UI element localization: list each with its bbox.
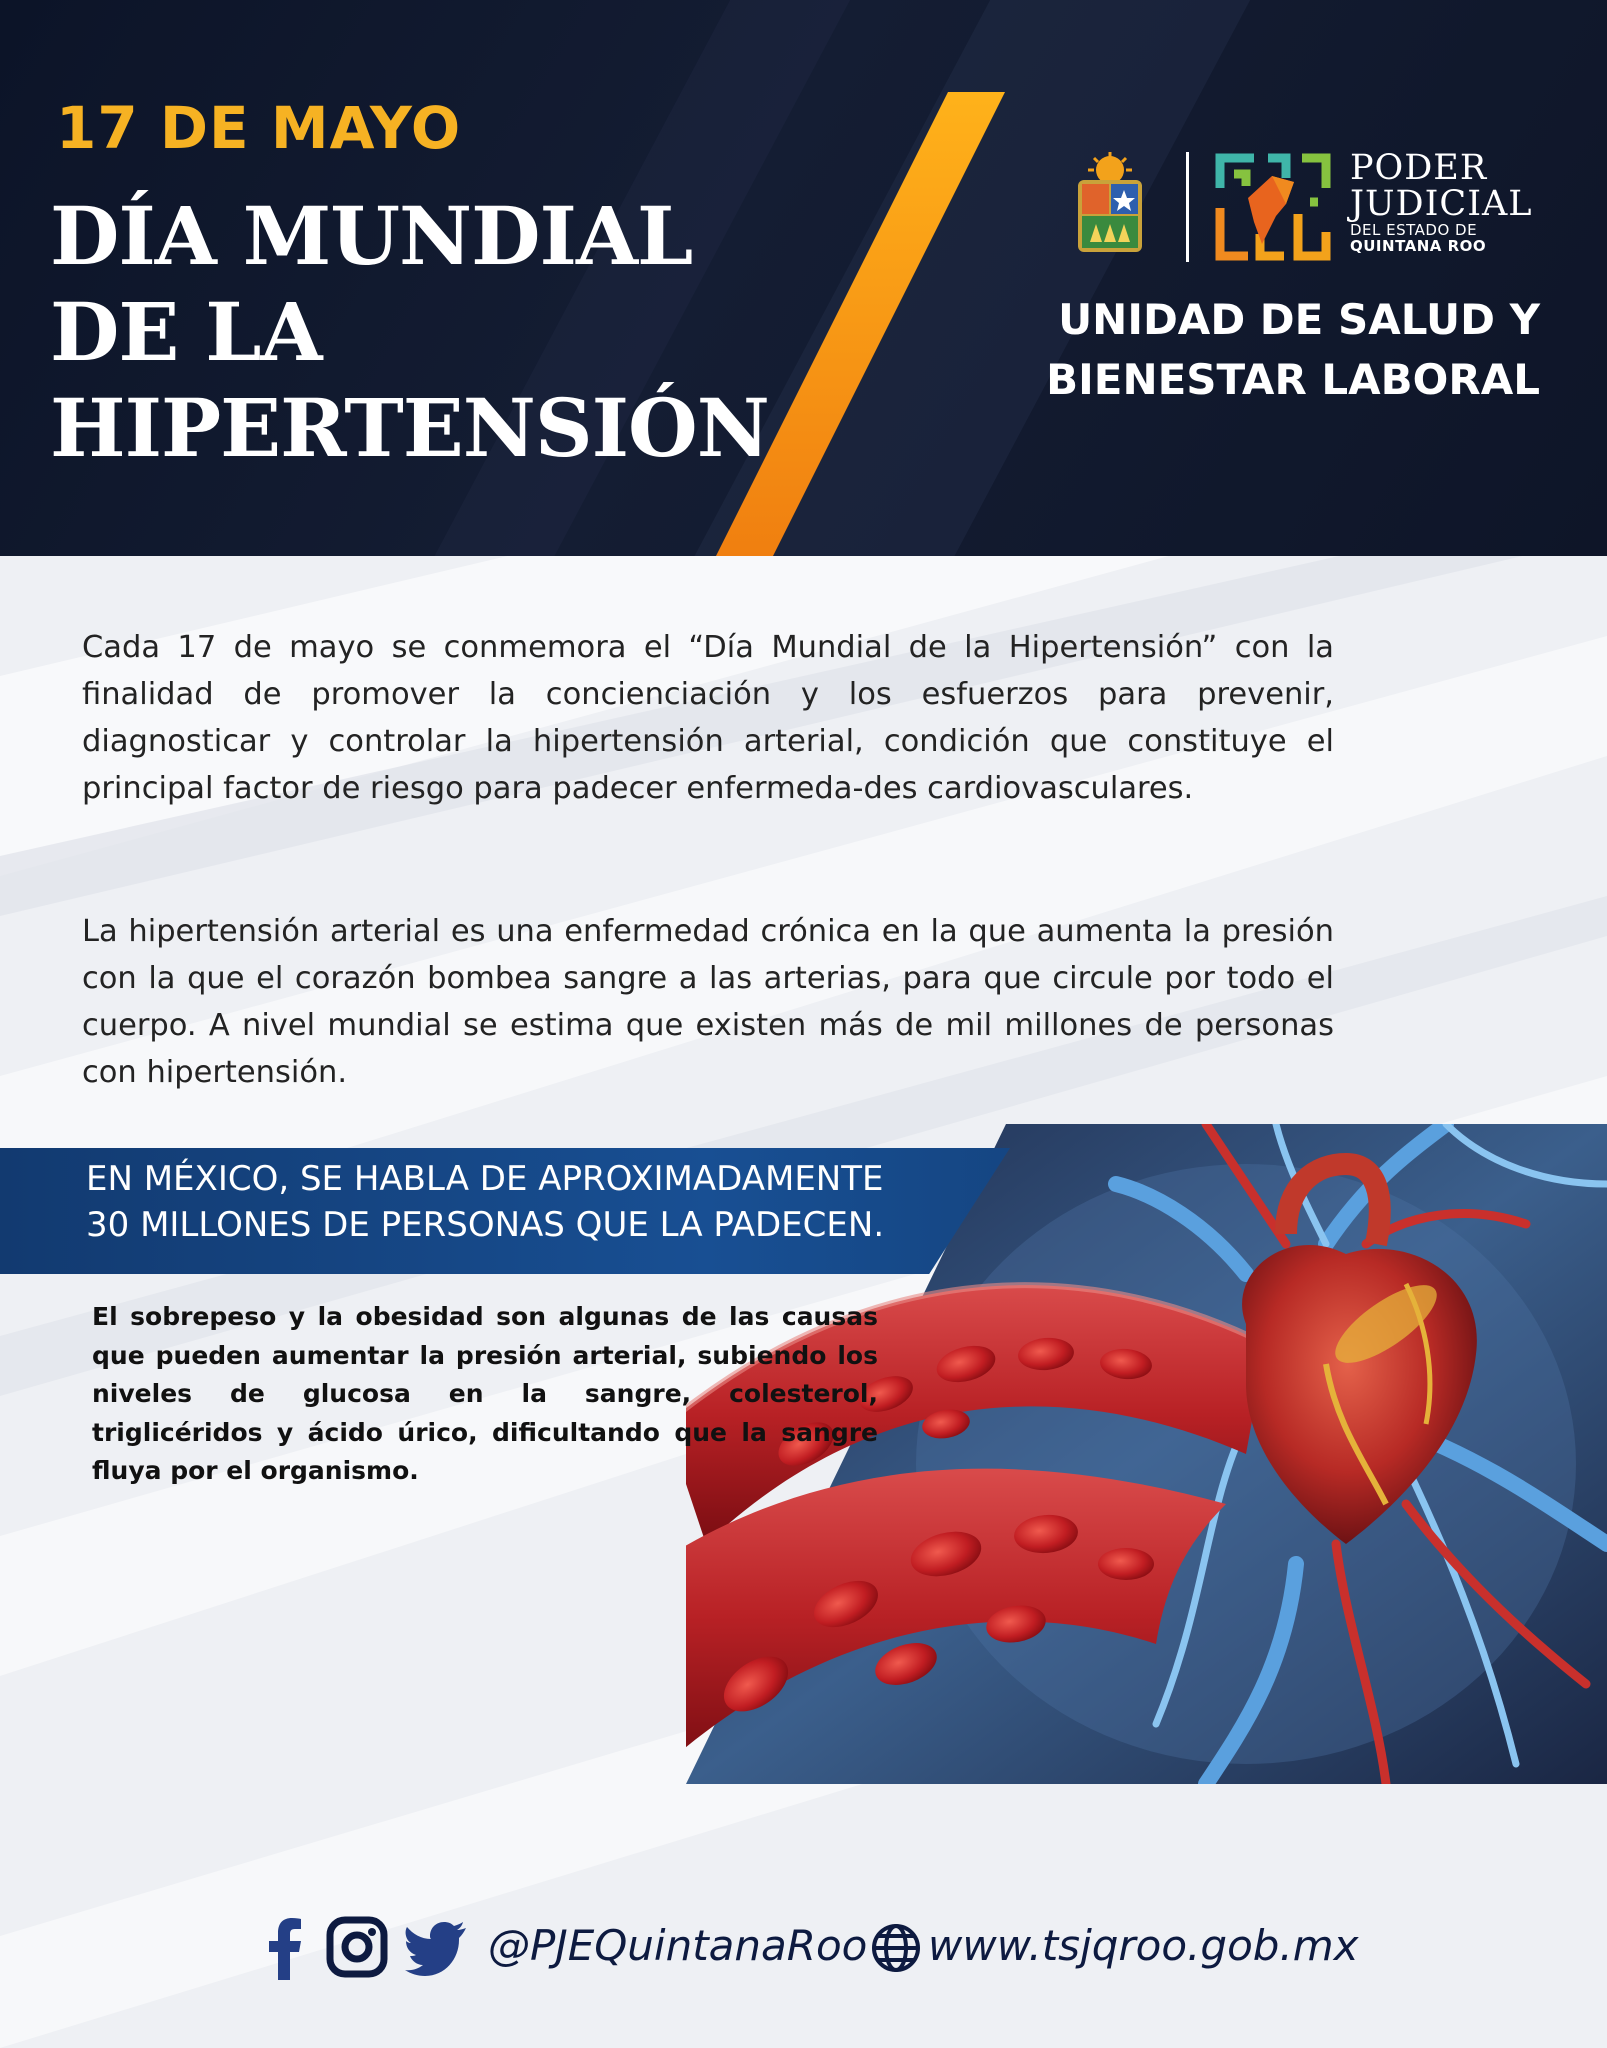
unit-name	[1040, 290, 1540, 410]
page-title	[50, 188, 769, 476]
website-link[interactable]: www.tsjqroo.gob.mx	[928, 1921, 1359, 1970]
header	[0, 0, 1607, 556]
poder-judicial-logo-icon	[1214, 152, 1332, 262]
mexico-statistic	[86, 1156, 966, 1248]
twitter-icon[interactable]	[404, 1914, 470, 1980]
state-crest-icon	[1074, 152, 1146, 256]
globe-icon	[870, 1922, 922, 1974]
organization-name	[1350, 150, 1533, 254]
title-line: DÍA MUNDIAL	[50, 189, 693, 283]
unit-line: UNIDAD DE SALUD Y	[1058, 295, 1540, 344]
social-handle[interactable]: @PJEQuintanaRoo	[488, 1921, 868, 1970]
facebook-icon[interactable]	[252, 1914, 318, 1980]
logo-group	[1074, 148, 1544, 268]
title-line: DE LA	[50, 285, 322, 379]
banner-line: 30 MILLONES DE PERSONAS QUE LA PADECEN.	[86, 1205, 885, 1245]
event-date: 17 DE MAYO	[56, 94, 462, 162]
footer-social	[252, 1910, 1362, 1986]
org-line: QUINTANA ROO	[1350, 237, 1487, 255]
instagram-icon[interactable]	[324, 1914, 390, 1980]
org-line: JUDICIAL	[1350, 184, 1533, 224]
unit-line: BIENESTAR LABORAL	[1046, 355, 1540, 404]
org-line: DEL ESTADO DE	[1350, 221, 1478, 239]
intro-paragraph: Cada 17 de mayo se conmemora el “Día Mundial de la Hipertensión” con la finalidad de promover la concienciación y los esfuerzos para prevenir, diagnosticar y controlar la hipertensión arterial, condición que constituye el principal factor de riesgo para padecer enfermeda-des cardiovasculares.	[82, 630, 1334, 806]
definition-paragraph: La hipertensión arterial es una enfermedad crónica en la que aumenta la presión con la que el corazón bombea sangre a las arterias, para que circule por todo el cuerpo. A nivel mundial se estima que existen más de mil millones de personas con hipertensión.	[82, 914, 1334, 1090]
logo-divider	[1186, 152, 1189, 262]
causes-paragraph: El sobrepeso y la obesidad son algunas de las causas que pueden aumentar la presión arterial, subiendo los niveles de glucosa en la sangre, colesterol, triglicéridos y ácido úrico, dificultando que la sangre fluya por el organismo.	[92, 1302, 878, 1485]
title-line: HIPERTENSIÓN	[50, 381, 769, 475]
banner-line: EN MÉXICO, SE HABLA DE APROXIMADAMENTE	[86, 1159, 884, 1199]
org-line: PODER	[1350, 148, 1488, 188]
